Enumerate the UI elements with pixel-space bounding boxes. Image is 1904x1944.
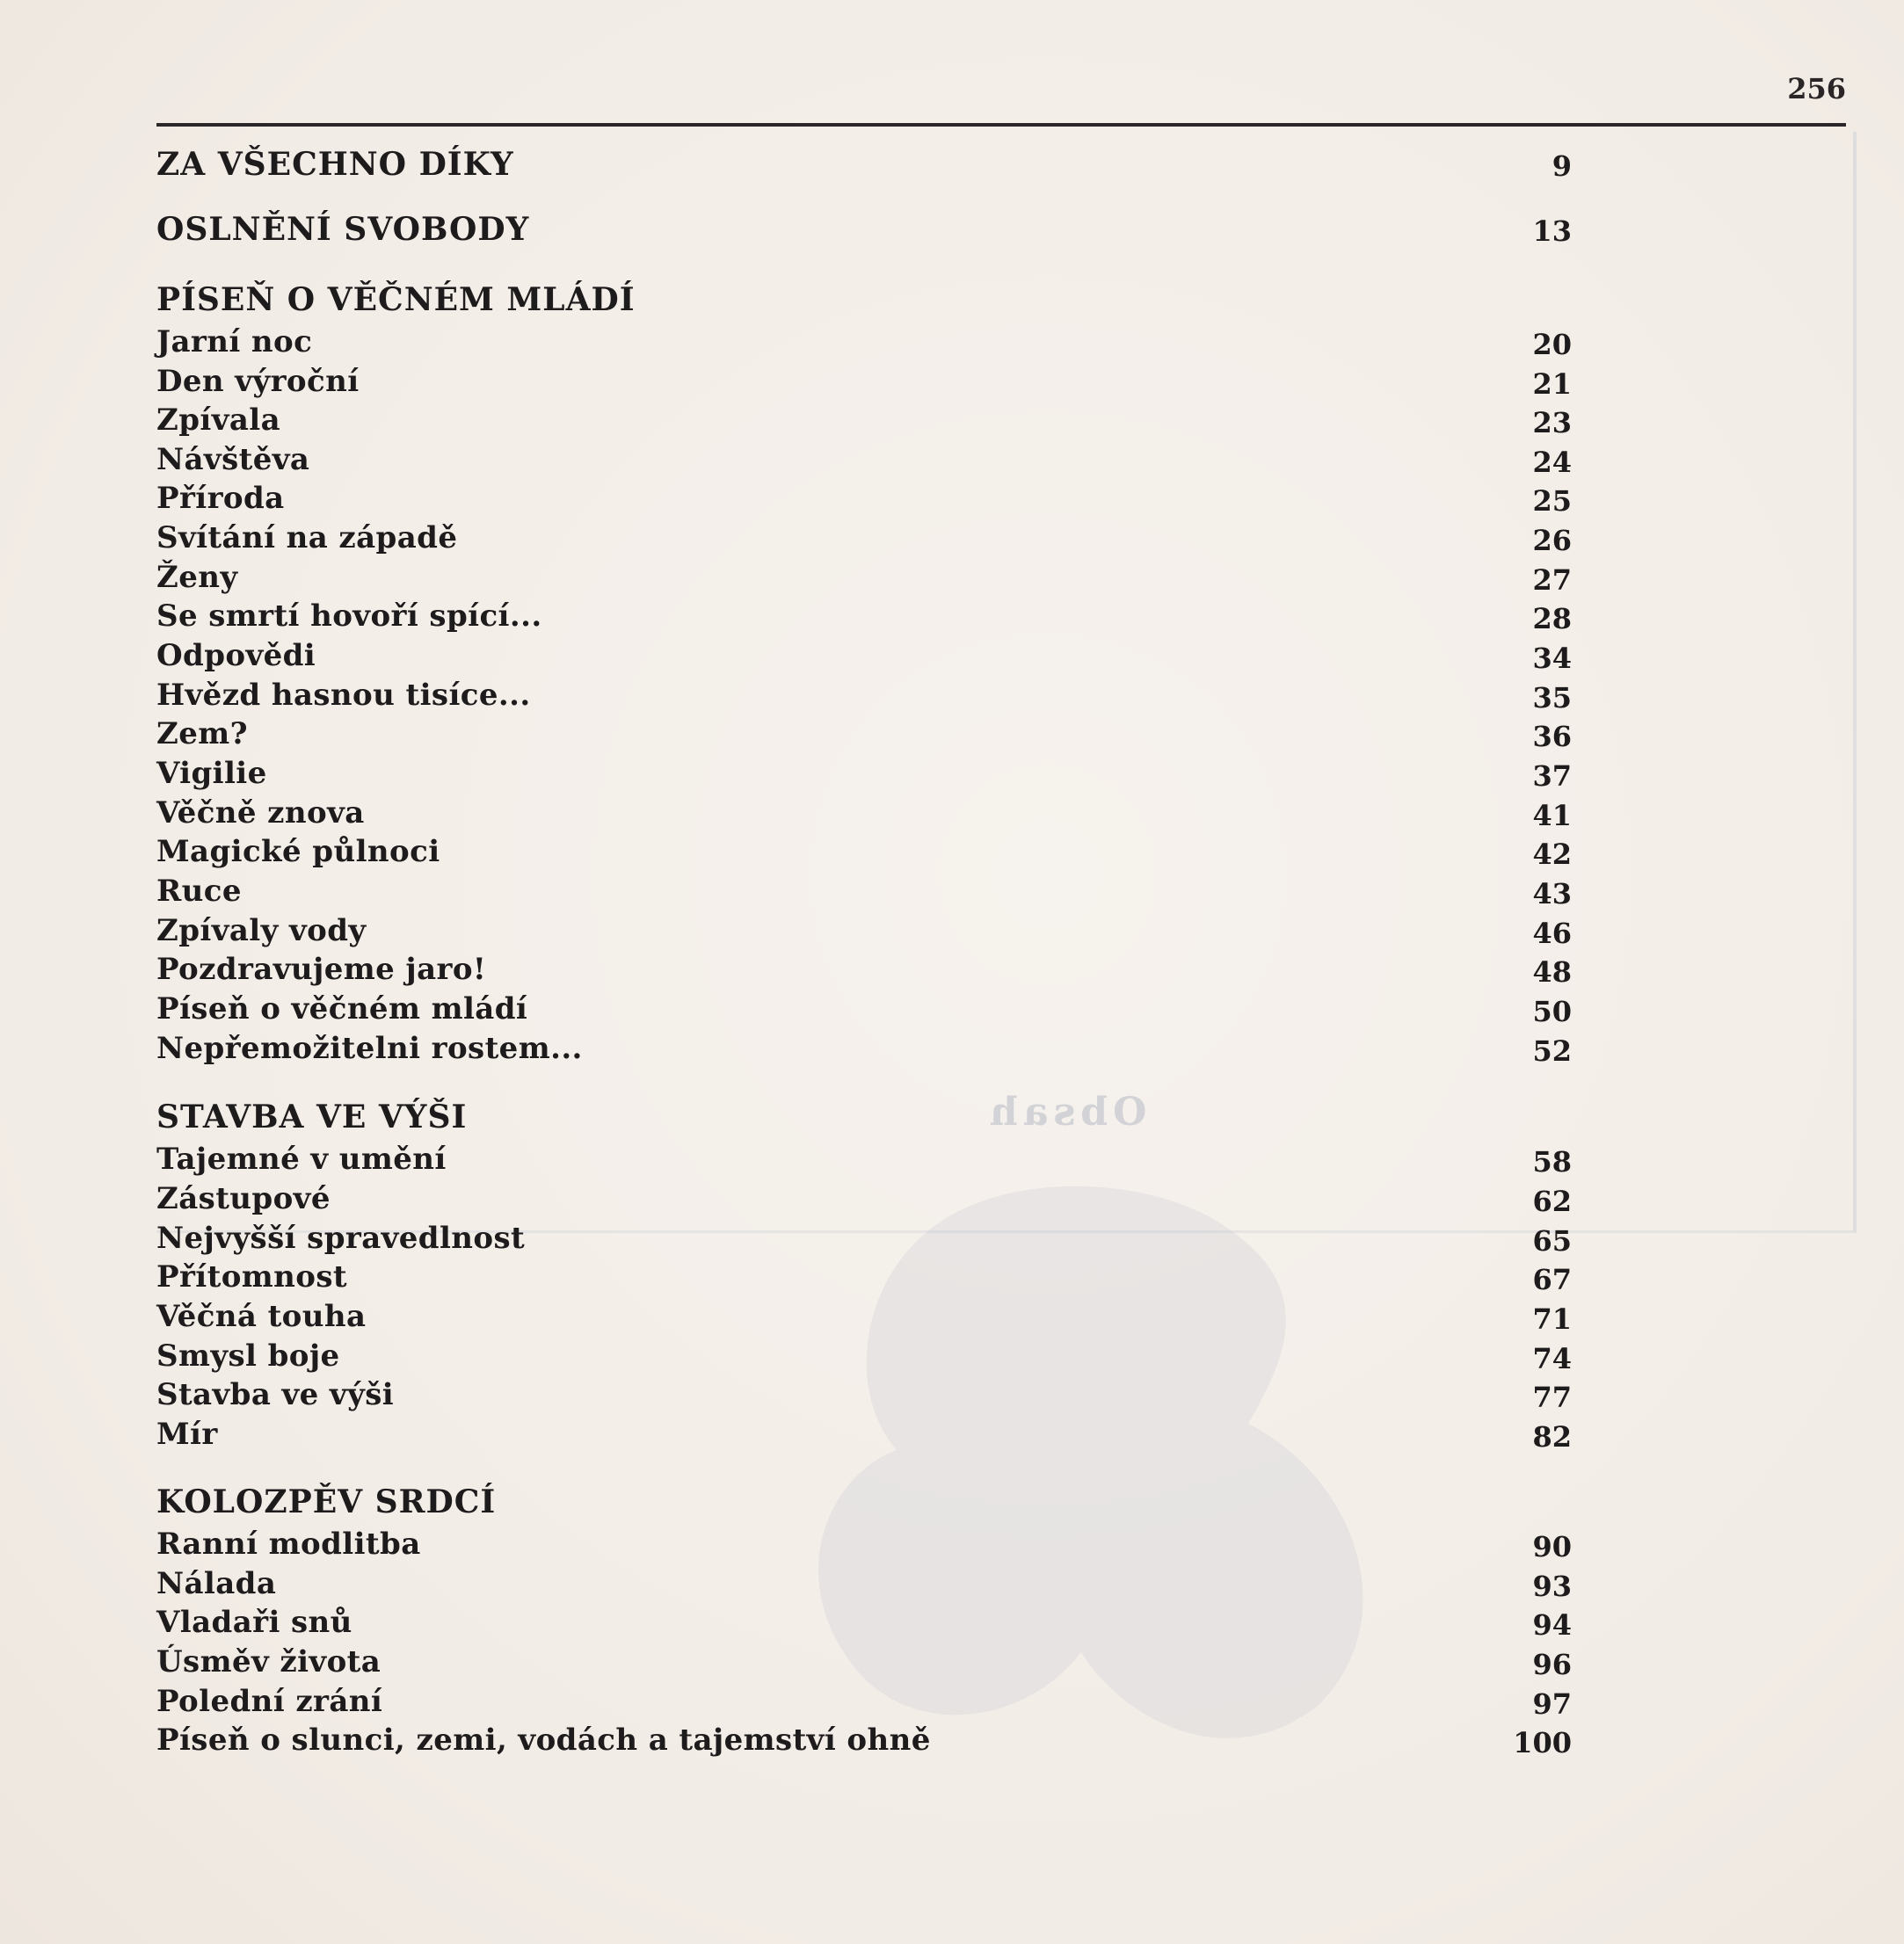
toc-entry-title: Odpovědi — [156, 638, 316, 673]
page-number: 256 — [1787, 72, 1846, 105]
toc-entry-title: Svítání na západě — [156, 520, 458, 555]
toc-entry-title: Zástupové — [156, 1181, 331, 1216]
toc-entry-page: 93 — [1532, 1570, 1572, 1603]
toc-entry-title: Píseň o věčném mládí — [156, 991, 528, 1026]
toc-entry — [156, 913, 1572, 952]
toc-entry-title: Zpívaly vody — [156, 913, 367, 948]
toc-entry — [156, 324, 1572, 363]
toc-entry — [156, 795, 1572, 834]
toc-entry-title: Zpívala — [156, 403, 281, 438]
toc-entry — [156, 1142, 1572, 1180]
toc-entry — [156, 1181, 1572, 1220]
toc-entry — [156, 1299, 1572, 1338]
toc-entry — [156, 481, 1572, 519]
toc-entry-title: Stavba ve výši — [156, 1377, 395, 1412]
toc-entry-title: PÍSEŇ O VĚČNÉM MLÁDÍ — [156, 281, 636, 318]
toc-entry — [156, 991, 1572, 1030]
toc-entry-title: Návštěva — [156, 442, 310, 477]
toc-entry — [156, 364, 1572, 403]
toc-entry-title: Úsměv života — [156, 1644, 382, 1679]
toc-entry-title: Nepřemožitelni rostem... — [156, 1031, 583, 1066]
toc-entry — [156, 678, 1572, 716]
toc-entry-page: 25 — [1532, 484, 1572, 518]
toc-entry — [156, 1527, 1572, 1565]
toc-entry — [156, 1338, 1572, 1377]
toc-entry-title: STAVBA VE VÝŠI — [156, 1099, 468, 1135]
toc-entry — [156, 1723, 1572, 1761]
toc-entry-page: 48 — [1532, 955, 1572, 989]
toc-entry-page: 28 — [1532, 602, 1572, 635]
toc-entry — [156, 442, 1572, 481]
toc-entry-title: Zem? — [156, 716, 248, 751]
toc-entry-page: 74 — [1532, 1342, 1572, 1375]
toc-entry — [156, 560, 1572, 598]
toc-entry — [156, 1644, 1572, 1683]
toc-entry-page: 26 — [1532, 524, 1572, 557]
toc-entry — [156, 756, 1572, 794]
toc-entry-page: 34 — [1532, 642, 1572, 675]
toc-entry — [156, 403, 1572, 441]
toc-entry-title: Pozdravujeme jaro! — [156, 952, 487, 987]
toc-entry-title: Magické půlnoci — [156, 834, 440, 869]
toc-entry — [156, 1221, 1572, 1259]
toc-entry-title: Polední zrání — [156, 1684, 383, 1719]
toc-entry-title: Vigilie — [156, 756, 267, 791]
toc-entry-title: Nálada — [156, 1566, 277, 1601]
toc-entry-page: 100 — [1513, 1726, 1572, 1759]
toc-entry-title: Ženy — [156, 560, 238, 595]
toc-entry-title: Píseň o slunci, zemi, vodách a tajemství ohně — [156, 1723, 931, 1758]
toc-entry-page: 9 — [1552, 149, 1572, 183]
toc-entry — [156, 874, 1572, 912]
toc-entry-title: Přítomnost — [156, 1259, 347, 1295]
toc-section — [156, 146, 1572, 185]
toc-entry-page: 20 — [1532, 328, 1572, 361]
toc-entry-title: OSLNĚNÍ SVOBODY — [156, 211, 530, 248]
toc-entry-page: 65 — [1532, 1224, 1572, 1258]
toc-entry-title: Příroda — [156, 481, 285, 516]
toc-entry-page: 77 — [1532, 1381, 1572, 1414]
toc-entry-title: KOLOZPĚV SRDCÍ — [156, 1483, 497, 1520]
toc-entry-title: Hvězd hasnou tisíce... — [156, 678, 531, 713]
toc-entry — [156, 1566, 1572, 1605]
toc-entry-page: 52 — [1532, 1034, 1572, 1068]
toc-entry-page: 96 — [1532, 1648, 1572, 1681]
toc-section — [156, 281, 1572, 320]
toc-entry — [156, 952, 1572, 990]
toc-entry-title: Vladaři snů — [156, 1605, 352, 1640]
toc-entry-page: 27 — [1532, 563, 1572, 597]
toc-entry-title: Ruce — [156, 874, 242, 909]
toc-entry-page: 21 — [1532, 367, 1572, 401]
toc-entry — [156, 1605, 1572, 1643]
toc-section — [156, 1099, 1572, 1137]
toc-entry-page: 42 — [1532, 838, 1572, 871]
toc-entry-page: 94 — [1532, 1608, 1572, 1642]
toc-section — [156, 211, 1572, 250]
toc-entry-page: 82 — [1532, 1420, 1572, 1454]
toc-entry — [156, 1684, 1572, 1723]
toc-entry — [156, 1377, 1572, 1416]
toc-entry-title: Věčně znova — [156, 795, 365, 831]
toc-entry — [156, 1259, 1572, 1298]
toc-entry — [156, 834, 1572, 873]
toc-entry-page: 37 — [1532, 759, 1572, 793]
toc-entry — [156, 716, 1572, 755]
toc-section — [156, 1483, 1572, 1522]
toc-entry-title: Ranní modlitba — [156, 1527, 421, 1562]
toc-entry-title: Tajemné v umění — [156, 1142, 447, 1177]
toc-entry-title: Věčná touha — [156, 1299, 367, 1334]
toc-entry — [156, 598, 1572, 637]
toc-entry-page: 24 — [1532, 446, 1572, 479]
toc-entry-title: Den výroční — [156, 364, 360, 399]
toc-entry-page: 71 — [1532, 1302, 1572, 1336]
toc-entry-title: Mír — [156, 1417, 218, 1452]
toc-entry-page: 50 — [1532, 995, 1572, 1028]
toc-entry — [156, 1031, 1572, 1070]
toc-entry-page: 41 — [1532, 799, 1572, 832]
toc-entry-page: 90 — [1532, 1530, 1572, 1563]
toc-entry-title: ZA VŠECHNO DÍKY — [156, 146, 514, 183]
toc-entry-page: 35 — [1532, 681, 1572, 714]
toc-entry — [156, 1417, 1572, 1455]
toc-entry-page: 13 — [1532, 214, 1572, 248]
toc-entry-page: 97 — [1532, 1687, 1572, 1721]
toc-entry-page: 62 — [1532, 1185, 1572, 1218]
show-through-heading: Obsah — [985, 1090, 1147, 1135]
header-rule — [156, 123, 1846, 127]
toc-entry-page: 36 — [1532, 720, 1572, 753]
toc-entry-page: 58 — [1532, 1145, 1572, 1179]
toc-entry — [156, 638, 1572, 677]
toc-entry-title: Smysl boje — [156, 1338, 340, 1374]
toc-entry-title: Se smrtí hovoří spící... — [156, 598, 542, 634]
toc-entry-page: 46 — [1532, 917, 1572, 950]
toc-entry — [156, 520, 1572, 559]
toc-entry-page: 43 — [1532, 877, 1572, 910]
toc-entry-title: Nejvyšší spravedlnost — [156, 1221, 526, 1256]
toc-entry-page: 67 — [1532, 1263, 1572, 1296]
toc-entry-page: 23 — [1532, 406, 1572, 439]
toc-entry-title: Jarní noc — [156, 324, 313, 359]
